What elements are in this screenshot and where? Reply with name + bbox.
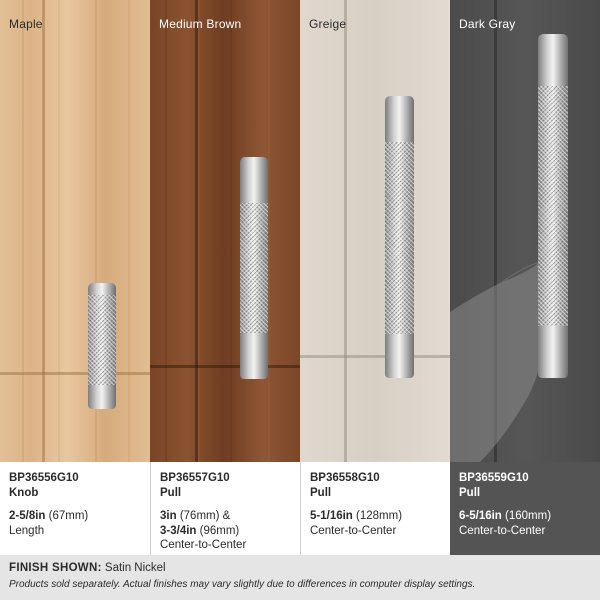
spec-maple [0,462,150,555]
dimension-note: Length [9,524,45,537]
swatch-medium-brown [150,0,300,462]
sku: BP36558G10 [310,472,380,484]
dimension-2: 3-3/4in (96mm) [160,524,240,537]
dimension: 2-5/8in (67mm) [9,510,89,522]
footer [0,555,600,600]
pull-3in-hardware [240,157,268,379]
product-type: Pull [459,486,481,499]
product-type: Pull [310,486,332,499]
spec-dark-gray [450,462,600,555]
finish-shown: FINISH SHOWN: Satin Nickel [9,562,166,574]
product-type: Knob [9,486,39,499]
swatch-dark-gray [450,0,600,462]
swatch-greige [300,0,450,462]
pull-6in-hardware [538,34,568,378]
dimension: 3in (76mm) & [160,510,231,522]
spec-medium-brown [151,462,300,555]
product-type: Pull [160,486,182,499]
dimension-note: Center-to-Center [310,524,397,537]
swatch-maple [0,0,150,462]
dimension-note: Center-to-Center [459,524,546,537]
disclaimer-note: Products sold separately. Actual finishes may vary slightly due to differences in computer display settings. [9,579,476,590]
sku: BP36559G10 [459,472,529,484]
sku: BP36556G10 [9,472,79,484]
spec-greige [301,462,450,555]
dimension: 6-5/16in (160mm) [459,510,552,522]
dimension: 5-1/16in (128mm) [310,510,403,522]
finish-label-dark-gray: Dark Gray [459,17,516,31]
knob-hardware [88,283,116,409]
finish-label-medium-brown: Medium Brown [159,17,242,31]
finish-label-maple: Maple [9,17,43,31]
sku: BP36557G10 [160,472,230,484]
pull-5in-hardware [385,96,414,378]
dimension-note: Center-to-Center [160,539,247,551]
hand-illustration [450,0,600,462]
finish-label-greige: Greige [309,17,347,31]
